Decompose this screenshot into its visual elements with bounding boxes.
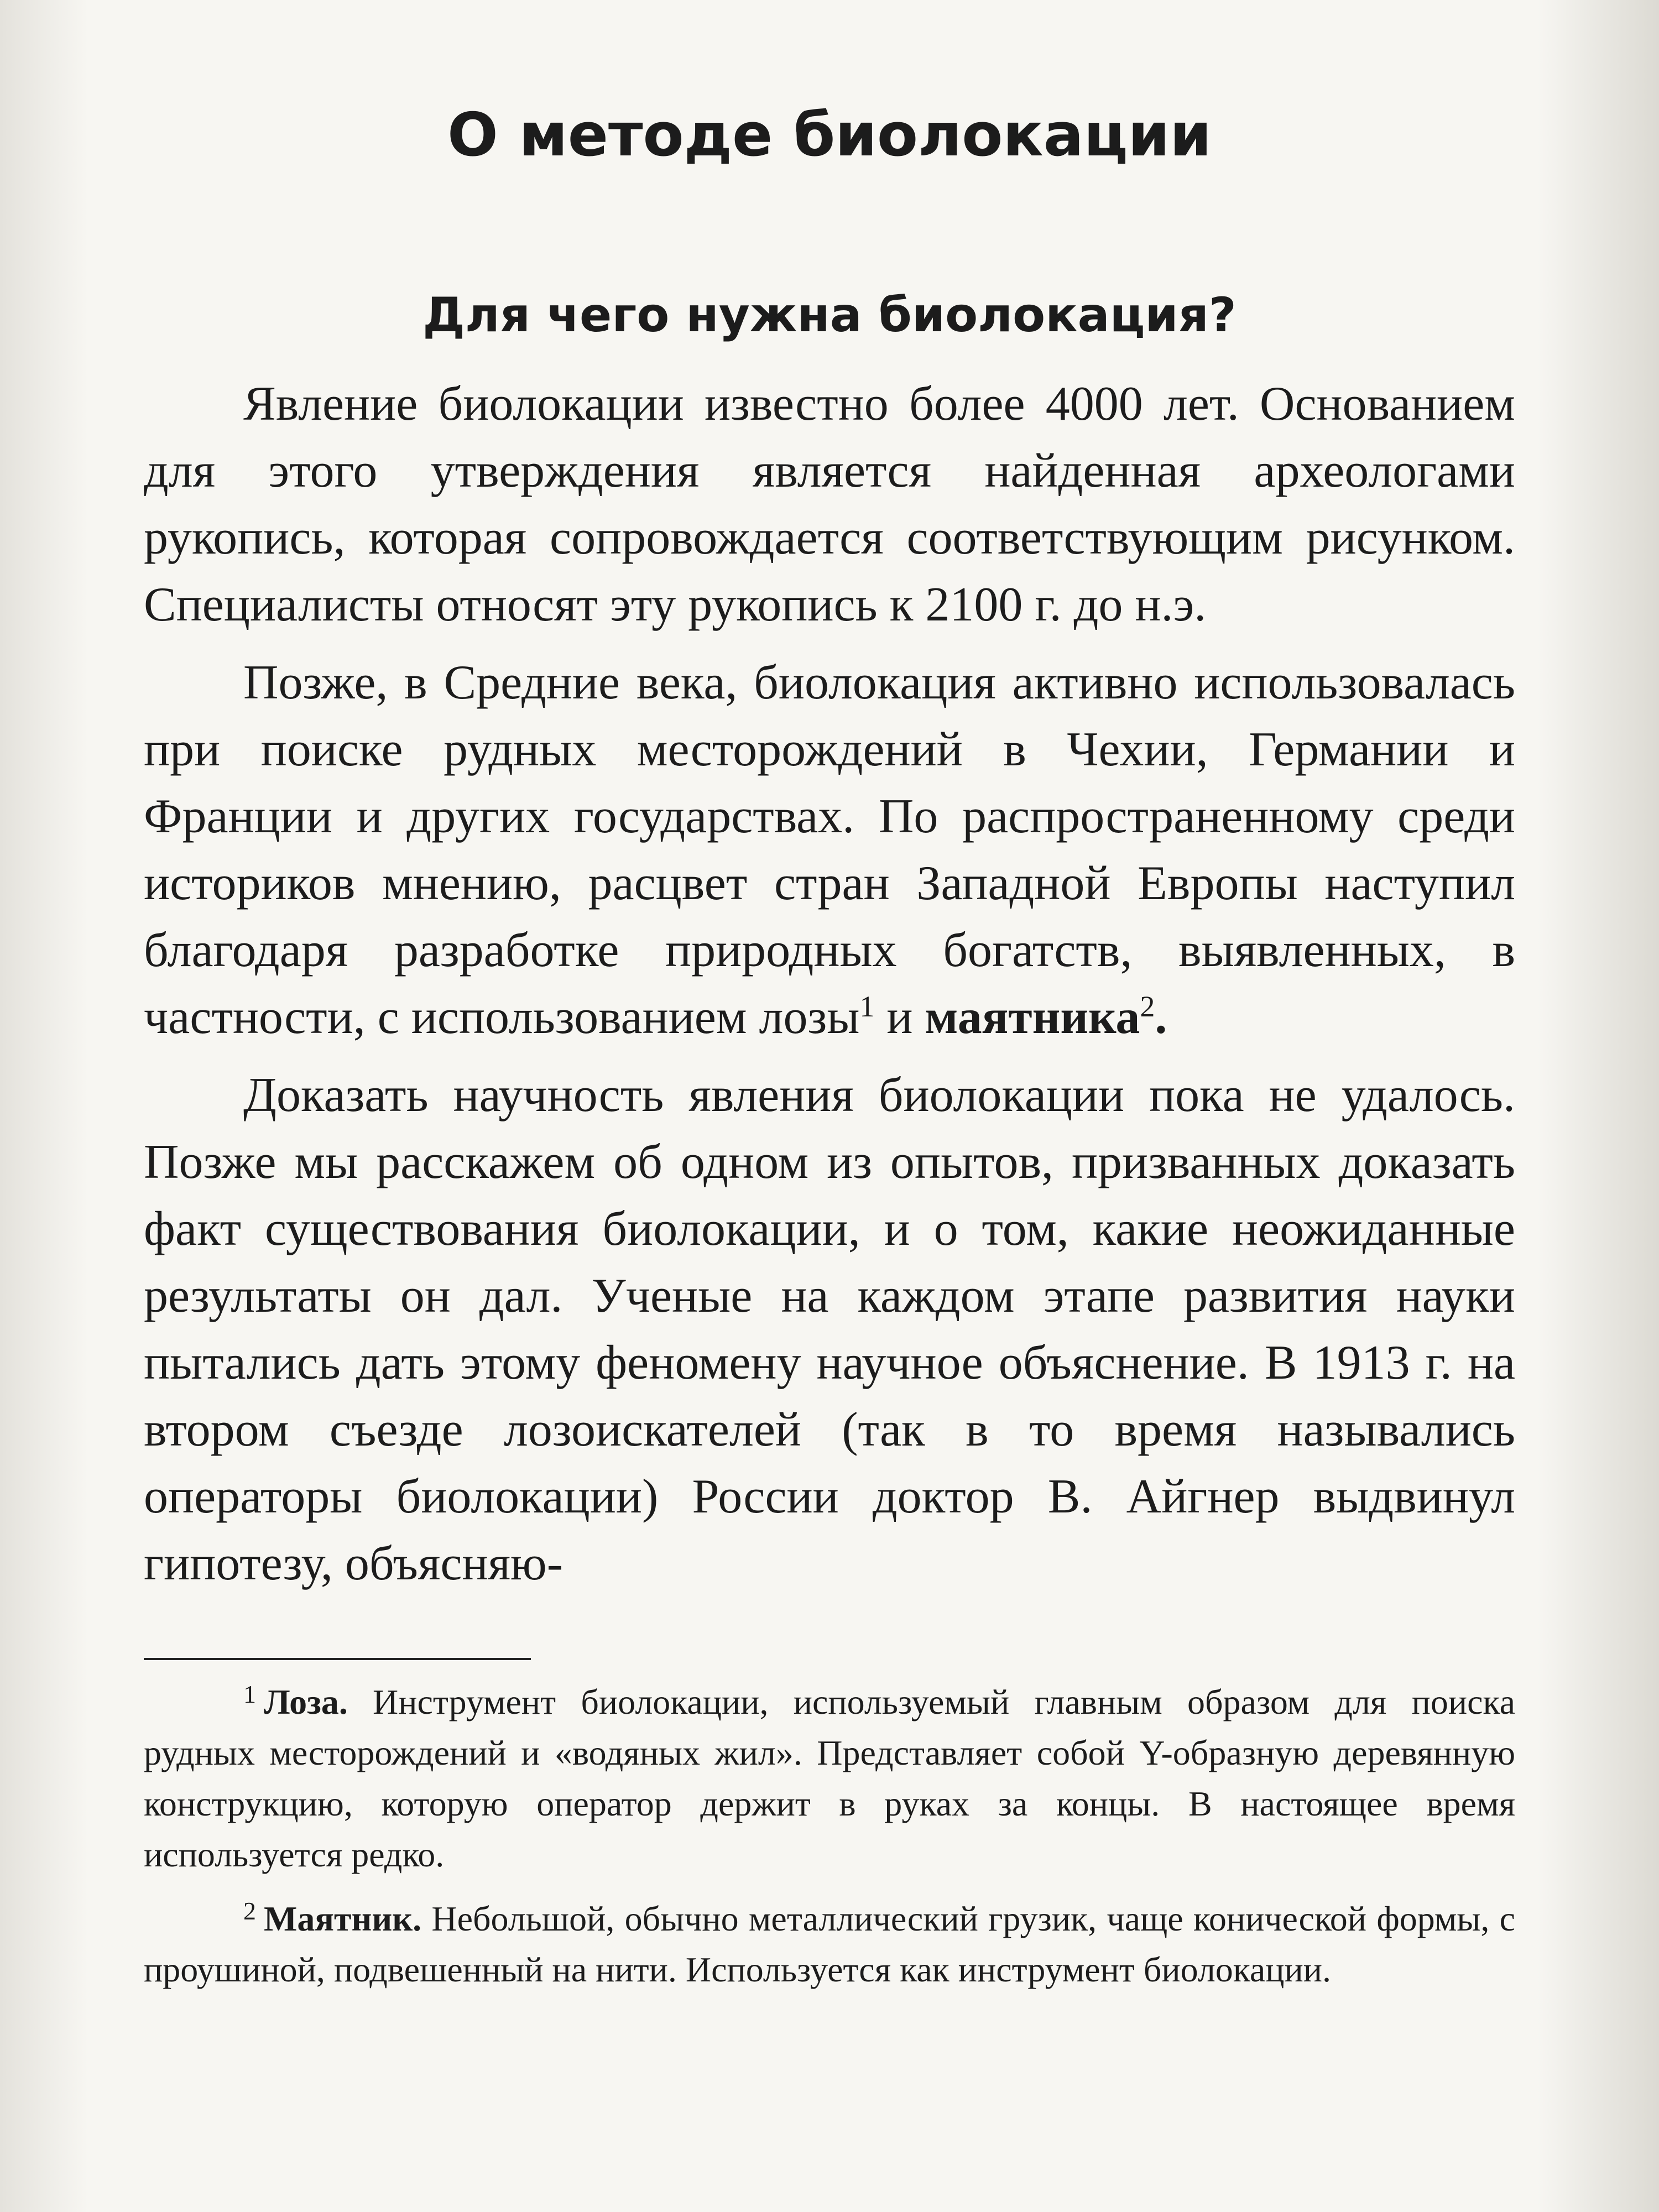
footnote-2-mark: 2: [243, 1897, 256, 1925]
paragraph-2-end: .: [1155, 990, 1167, 1044]
paragraph-3: Доказать научность явления биолокации пока не удалось. Позже мы расскажем об одном из опытов, призванных доказать факт существования биолокации, и о том, какие неожиданные результаты он дал. Ученые на каждом этапе развития науки пытались дать этому феномену научное объяснение. В 1913 г. на втором съезде лозоискателей (так в то время назывались операторы биолокации) России доктор В. Айгнер выдвинул гипотезу, объясняю-: [144, 1068, 1515, 1590]
footnote-2: [144, 1893, 1515, 1995]
footnote-1-text: Инструмент биолокации, используемый главным образом для поиска рудных месторождений и «водяных жил». Представляет собой Y-образную деревянную конструкцию, которую оператор держит в руках за концы. В настоящее время используется редко.: [144, 1682, 1515, 1874]
paragraph-1: Явление биолокации известно более 4000 лет. Основанием для этого утверждения является найденная археологами рукопись, которая сопровождается соответствующим рисунком. Специалисты относят эту рукопись к 2100 г. до н.э.: [144, 377, 1515, 632]
chapter-title: О методе биолокации: [447, 101, 1212, 170]
page-edge-shadow-left: [0, 0, 88, 2212]
footnotes: [144, 1677, 1515, 1995]
footnote-1-mark: 1: [243, 1680, 256, 1708]
footnote-ref-1: 1: [859, 990, 875, 1023]
footnote-1-term: Лоза.: [264, 1682, 348, 1721]
footnote-ref-2: 2: [1140, 990, 1155, 1023]
page-edge-shadow-right: [1537, 0, 1659, 2212]
footnote-1: [144, 1677, 1515, 1880]
footnote-2-term: Маятник.: [264, 1899, 422, 1938]
paragraph-2-text: Позже, в Средние века, биолокация активно использовалась при поиске рудных месторождений в Чехии, Германии и Франции и других государствах. По распространенному среди историков мнению, расцвет стран Западной Европы наступил благодаря разработке природных богатств, выявленных, в частности, с использованием лозы: [144, 656, 1515, 1044]
footnote-2-text: Небольшой, обычно металлический грузик, чаще конической формы, с проушиной, подвешенный на нити. Используется как инструмент биолокации.: [144, 1899, 1515, 1989]
paragraph-2-conjunction: и: [874, 990, 925, 1044]
paragraph-2: [144, 649, 1515, 1051]
body-text: [144, 371, 1515, 1597]
book-page: [144, 94, 1515, 2184]
section-title: Для чего нужна биолокация?: [422, 288, 1237, 343]
footnote-divider: [144, 1658, 531, 1660]
paragraph-2-bold-term: маятника: [925, 990, 1140, 1044]
